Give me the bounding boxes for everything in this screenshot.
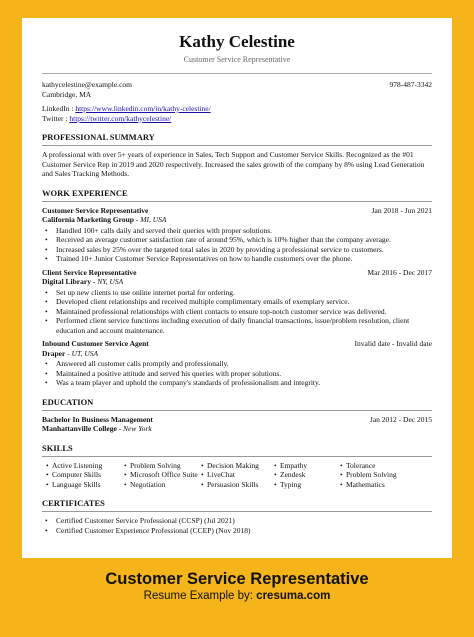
skill-item: • Computer Skills	[46, 470, 124, 480]
promo-banner	[22, 566, 452, 614]
phone-text: 978-487-3342	[389, 80, 432, 89]
bullet-item: • Received an average customer satisfaction rate of around 95%, which is 10% higher than the company average.	[52, 235, 432, 245]
job-company: California Marketing Group	[42, 215, 134, 224]
education-entry: Bachelor In Business Management Jan 2012 - Dec 2015 Manhattanville College - New York	[42, 414, 432, 433]
job-title: Customer Service Representative	[42, 205, 149, 215]
degree-text: Bachelor In Business Management	[42, 414, 153, 424]
job-dates: Mar 2016 - Dec 2017	[367, 267, 432, 277]
skill-item: • Problem Solving	[340, 470, 410, 480]
certificates-heading: CERTIFICATES	[42, 498, 105, 508]
bullet-item: • Performed client service functions including execution of daily financial transactions, issue/problem resolution, client education and account maintenance.	[52, 316, 432, 335]
skill-item: • Tolerance	[340, 461, 410, 471]
education-divider	[42, 410, 432, 411]
candidate-title: Customer Service Representative	[183, 55, 291, 64]
certificates-list	[42, 516, 432, 535]
job-dates: Jan 2018 - Jun 2021	[371, 205, 432, 215]
email-text: kathycelestine@example.com	[42, 80, 132, 89]
job-location: UT, USA	[71, 348, 99, 358]
skills-heading: SKILLS	[42, 442, 73, 453]
twitter-row	[42, 114, 432, 124]
job-entry: Client Service Representative Mar 2016 - Dec 2017 Digital Library - NY, USA • Set up new clients to use online internet portal for ordering. • Developed client relationships and received multiple complimentary emails of exemplary service. • Maintained professional relationships with client contacts to ensure top-notch customer service was delivered. • Performed client service functions including execution of daily financial transactions, issue/problem resolution, client education and account maintenance.	[42, 268, 432, 336]
twitter-link[interactable]: https://twitter.com/kathycelestine/	[69, 113, 172, 123]
job-company: Draper	[42, 348, 66, 358]
certificate-item: • Certified Customer Experience Professional (CCEP) (Nov 2018)	[52, 526, 432, 536]
linkedin-link[interactable]: https://www.linkedin.com/in/kathy-celestine/	[75, 104, 211, 113]
skill-item: • Language Skills	[46, 480, 124, 490]
school-name: Manhattanville College	[42, 424, 117, 433]
bullet-item: • Maintained a positive attitude and served his queries with proper solutions.	[52, 369, 432, 379]
job-title: Client Service Representative	[42, 267, 137, 277]
job-location: NY, USA	[97, 277, 124, 286]
education-heading: EDUCATION	[42, 396, 94, 407]
bullet-item: • Increased sales by 25% over the targeted total sales in 2020 by providing a professional service to customers.	[52, 245, 432, 255]
job-location: MI, USA	[140, 215, 167, 224]
skill-item: • Microsoft Office Suite	[124, 470, 201, 480]
skill-item: • Active Listening	[46, 461, 124, 471]
certificates-divider	[42, 511, 432, 512]
bullet-item: • Answered all customer calls promptly and professionally.	[52, 359, 432, 369]
job-entry: Inbound Customer Service Agent Invalid date - Invalid date Draper - UT, USA • Answered all customer calls promptly and professionally. • Maintained a positive attitude and served his queries with proper solutions. • Was a team player and uphold the company's standards of professionalism and integrity.	[42, 339, 432, 388]
skill-item: • Mathematics	[340, 480, 410, 490]
certificate-item: • Certified Customer Service Professional (CCSP) (Jul 2021)	[52, 516, 432, 526]
skill-item: • Empathy	[274, 461, 340, 471]
job-bullets	[42, 359, 432, 388]
experience-divider	[42, 201, 432, 202]
summary-heading: PROFESSIONAL SUMMARY	[42, 132, 155, 142]
skill-item: • LiveChat	[201, 470, 274, 480]
job-bullets	[42, 226, 432, 264]
skill-item: • Negotiation	[124, 480, 201, 490]
bullet-item: • Maintained professional relationships with client contacts to ensure top-notch customer service was delivered.	[52, 307, 432, 317]
banner-title: Customer Service Representative	[105, 570, 369, 588]
education-dates: Jan 2012 - Dec 2015	[369, 414, 432, 424]
job-company: Digital Library	[42, 277, 91, 286]
linkedin-label: LinkedIn :	[42, 104, 74, 113]
job-entry: Customer Service Representative Jan 2018 - Jun 2021 California Marketing Group - MI, USA • Handled 100+ calls daily and served their queries with proper solutions. • Received an average customer satisfaction rate of around 95%, which is 10% higher than the company average. • Increased sales by 25% over the targeted total sales in 2020 by providing a professional service to customers. • Trained 10+ Junior Customer Service Representatives on how to handle customers over the phone.	[42, 206, 432, 264]
bullet-item: • Set up new clients to use online internet portal for ordering.	[52, 288, 432, 298]
skill-item: • Problem Solving	[124, 461, 201, 471]
bullet-item: • Was a team player and uphold the company's standards of professionalism and integrity.	[52, 378, 432, 388]
skills-list	[42, 461, 432, 490]
resume-page	[22, 18, 452, 558]
summary-divider	[42, 145, 432, 146]
banner-brand: cresuma.com	[256, 590, 331, 602]
school-location: New York	[123, 424, 152, 433]
skill-item: • Zendesk	[274, 470, 340, 480]
bullet-item: • Trained 10+ Junior Customer Service Representatives on how to handle customers over the phone.	[52, 254, 432, 264]
skill-item: • Typing	[274, 480, 340, 490]
summary-text: A professional with over 5+ years of experience in Sales, Tech Support and Customer Service Skills. Recognized as the #01 Customer Service Rep in 2019 and 2020 respectively. Increased the sales growth of the company by 8% using Lead Generation and Sales Tracking Methods.	[42, 150, 425, 178]
experience-heading: WORK EXPERIENCE	[42, 187, 128, 198]
job-title: Inbound Customer Service Agent	[42, 339, 149, 348]
skill-item: • Decision Making	[201, 461, 274, 471]
banner-prefix: Resume Example by:	[143, 590, 253, 602]
location-text: Cambridge, MA	[42, 89, 92, 99]
banner-subtitle	[22, 589, 452, 604]
header-divider	[42, 73, 432, 74]
twitter-label: Twitter :	[42, 113, 68, 123]
job-dates: Invalid date - Invalid date	[354, 339, 432, 348]
skill-item: • Persuasion Skills	[201, 480, 274, 490]
contact-block	[42, 80, 432, 123]
skills-divider	[42, 456, 432, 457]
bullet-item: • Developed client relationships and received multiple complimentary emails of exemplary service.	[52, 297, 432, 307]
job-bullets	[42, 288, 432, 336]
linkedin-row	[42, 104, 432, 114]
bullet-item: • Handled 100+ calls daily and served their queries with proper solutions.	[52, 226, 432, 236]
candidate-name: Kathy Celestine	[179, 32, 295, 51]
